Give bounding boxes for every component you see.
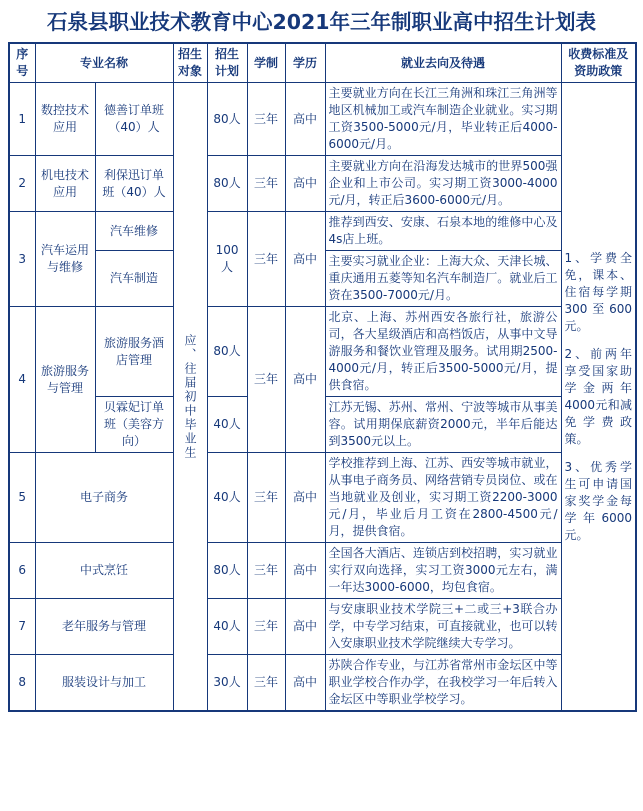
row-edu: 高中 [285, 83, 325, 156]
row-sub-major: 贝霖妃订单班（美容方向） [95, 397, 173, 453]
row-no: 1 [9, 83, 35, 156]
page-title: 石泉县职业技术教育中心2021年三年制职业高中招生计划表 [46, 10, 597, 34]
row-edu: 高中 [285, 543, 325, 599]
column-header-edu: 学历 [285, 43, 325, 83]
row-major: 数控技术应用 [35, 83, 95, 156]
row-years: 三年 [247, 83, 285, 156]
fee-policy-item: 2、前两年享受国家助学金两年4000元和减免学费政策。 [564, 346, 633, 446]
admission-object-text: 应、往届初中毕业生 [183, 333, 198, 460]
row-major: 老年服务与管理 [35, 599, 173, 655]
row-quota: 40人 [207, 453, 247, 543]
column-header-major: 专业名称 [35, 43, 173, 83]
row-no: 4 [9, 307, 35, 453]
row-years: 三年 [247, 599, 285, 655]
row-no: 3 [9, 212, 35, 307]
fee-policy-item: 1、学费全免，课本、住宿每学期300至600元。 [564, 250, 633, 333]
row-edu: 高中 [285, 453, 325, 543]
row-major: 机电技术应用 [35, 156, 95, 212]
row-quota: 30人 [207, 655, 247, 712]
row-years: 三年 [247, 307, 285, 453]
row-sub-major: 德善订单班（40）人 [95, 83, 173, 156]
table-row [9, 83, 636, 156]
row-quota: 80人 [207, 307, 247, 397]
row-years: 三年 [247, 453, 285, 543]
table-row [9, 655, 636, 712]
row-no: 2 [9, 156, 35, 212]
row-sub-major: 利保迅订单班（40）人 [95, 156, 173, 212]
row-destination: 全国各大酒店、连锁店到校招聘，实习就业实行双向选择，实习工资3000元左右，满一年达3000-6000，均包食宿。 [325, 543, 561, 599]
fee-policy-cell [561, 83, 636, 712]
table-row [9, 599, 636, 655]
row-major: 汽车运用与维修 [35, 212, 95, 307]
column-header-object: 招生对象 [173, 43, 207, 83]
row-edu: 高中 [285, 655, 325, 712]
row-destination: 江苏无锡、苏州、常州、宁波等城市从事美容。试用期保底薪资2000元，半年后能达到3500元以上。 [325, 397, 561, 453]
row-years: 三年 [247, 655, 285, 712]
row-major: 电子商务 [35, 453, 173, 543]
table-row [9, 212, 636, 251]
table-row [9, 307, 636, 397]
column-header-fee: 收费标准及资助政策 [561, 43, 636, 83]
row-years: 三年 [247, 156, 285, 212]
row-quota: 80人 [207, 83, 247, 156]
row-edu: 高中 [285, 212, 325, 307]
row-destination: 与安康职业技术学院三+二或三+3联合办学，中专学习结束，可直接就业，也可以转入安康职业技术学院继续大专学习。 [325, 599, 561, 655]
column-header-destination: 就业去向及待遇 [325, 43, 561, 83]
row-no: 7 [9, 599, 35, 655]
row-destination: 北京、上海、苏州西安各旅行社，旅游公司，各大星级酒店和高档饭店，从事中文导游服务和餐饮业管理及服务。试用期2500-4000元/月，转正后3500-5000元/月，提供食宿。 [325, 307, 561, 397]
admission-object-cell [173, 83, 207, 712]
table-body [9, 83, 636, 712]
row-major: 服装设计与加工 [35, 655, 173, 712]
row-destination: 主要就业方向在沿海发达城市的世界500强企业和上市公司。实习期工资3000-4000元/月，转正后3600-6000元/月。 [325, 156, 561, 212]
row-destination: 推荐到西安、安康、石泉本地的维修中心及4s店上班。 [325, 212, 561, 251]
row-destination: 主要就业方向在长江三角洲和珠江三角洲等地区机械加工或汽车制造企业就业。实习期工资3500-5000元/月，毕业转正后4000-6000元/月。 [325, 83, 561, 156]
row-no: 8 [9, 655, 35, 712]
row-quota: 80人 [207, 156, 247, 212]
row-major: 中式烹饪 [35, 543, 173, 599]
row-edu: 高中 [285, 599, 325, 655]
row-years: 三年 [247, 543, 285, 599]
row-edu: 高中 [285, 156, 325, 212]
table-row [9, 453, 636, 543]
row-sub-major: 旅游服务酒店管理 [95, 307, 173, 397]
row-quota: 100人 [207, 212, 247, 307]
row-no: 6 [9, 543, 35, 599]
admission-plan-table [8, 42, 637, 712]
row-sub-major: 汽车维修 [95, 212, 173, 251]
row-sub-major: 汽车制造 [95, 251, 173, 307]
row-years: 三年 [247, 212, 285, 307]
row-quota: 40人 [207, 397, 247, 453]
row-quota: 40人 [207, 599, 247, 655]
row-quota: 80人 [207, 543, 247, 599]
row-major: 旅游服务与管理 [35, 307, 95, 453]
column-header-quota: 招生计划 [207, 43, 247, 83]
table-row [9, 156, 636, 212]
row-edu: 高中 [285, 307, 325, 453]
row-destination: 苏陕合作专业，与江苏省常州市金坛区中等职业学校合作办学，在我校学习一年后转入金坛区中等职业学校学习。 [325, 655, 561, 712]
column-header-no: 序号 [9, 43, 35, 83]
table-row [9, 543, 636, 599]
row-destination: 主要实习就业企业：上海大众、天津长城、重庆通用五菱等知名汽车制造厂。就业后工资在3500-7000元/月。 [325, 251, 561, 307]
table-header [9, 43, 636, 83]
column-header-years: 学制 [247, 43, 285, 83]
row-destination: 学校推荐到上海、江苏、西安等城市就业，从事电子商务员、网络营销专员岗位、或在当地就业及创业，实习期工资2200-3000元/月，毕业后月工资在2800-4500元/月，提供食宿。 [325, 453, 561, 543]
fee-policy-item: 3、优秀学生可申请国家奖学金每学年6000元。 [564, 459, 633, 542]
row-no: 5 [9, 453, 35, 543]
